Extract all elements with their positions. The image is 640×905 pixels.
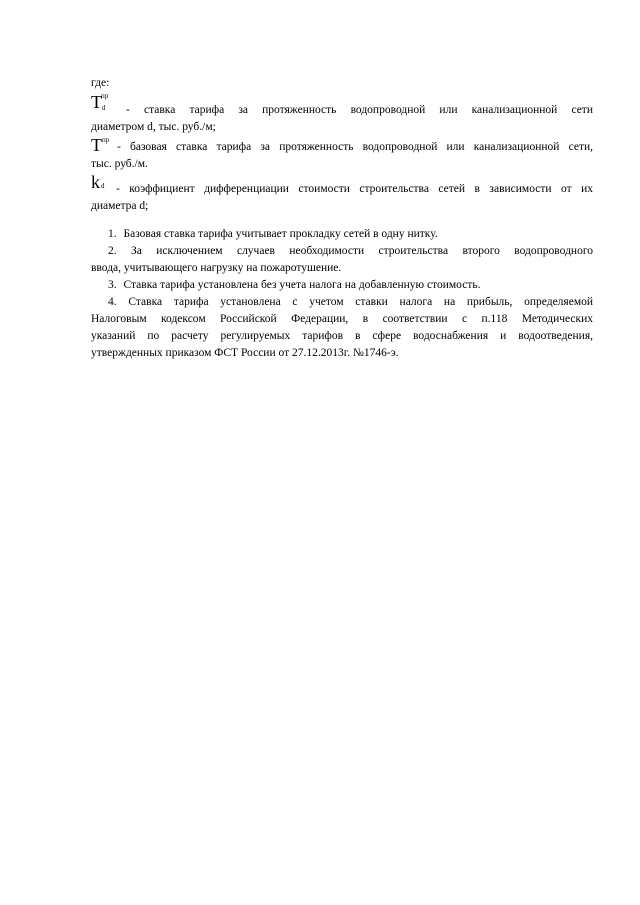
symbol-subscript: d — [102, 104, 106, 112]
symbol-main: T — [91, 92, 102, 112]
symbol-tariff-rate-d — [91, 93, 115, 115]
note-1 — [108, 226, 438, 243]
note-2-line-1 — [108, 243, 593, 260]
note-number: 4. — [108, 296, 117, 308]
note-text: Ставка тарифа установлена без учета налога на добавленную стоимость. — [123, 279, 481, 291]
symbol-superscript: пр — [101, 92, 109, 100]
symbol-superscript: пр — [102, 136, 110, 144]
definition-2-line-2: тыс. руб./м. — [91, 158, 148, 170]
definition-1-line-1: - ставка тарифа за протяженность водопроводной или канализационной сети — [126, 104, 593, 116]
note-4-line-2: Налоговым кодексом Российской Федерации, в соответствии с п.118 Методических — [91, 313, 593, 325]
note-3 — [108, 277, 480, 294]
note-text: Ставка тарифа установлена с учетом ставки налога на прибыль, определяемой — [128, 296, 594, 308]
symbol-subscript: d — [101, 182, 105, 190]
definition-2-line-1: - базовая ставка тарифа за протяженность водопроводной или канализационной сети, — [117, 141, 593, 153]
intro-text: где: — [91, 77, 110, 89]
note-number: 3. — [108, 279, 117, 291]
note-4-line-1 — [108, 294, 593, 311]
symbol-base-tariff-rate — [91, 136, 113, 156]
note-number: 2. — [108, 245, 117, 257]
note-text: За исключением случаев необходимости строительства второго водопроводного — [131, 245, 594, 257]
symbol-main: T — [91, 135, 102, 155]
symbol-main: k — [91, 172, 100, 192]
note-4-line-4: утвержденных приказом ФСТ России от 27.12.2013г. №1746-э. — [91, 347, 399, 359]
note-number: 1. — [108, 228, 117, 240]
definition-3-line-2: диаметра d; — [91, 200, 149, 212]
symbol-differentiation-coefficient — [91, 173, 113, 193]
definition-1-line-2: диаметром d, тыс. руб./м; — [91, 121, 216, 133]
definition-3-line-1: - коэффициент дифференциации стоимости строительства сетей в зависимости от их — [116, 183, 593, 195]
note-2-line-2: ввода, учитывающего нагрузку на пожаротушение. — [91, 262, 342, 274]
note-text: Базовая ставка тарифа учитывает прокладку сетей в одну нитку. — [123, 228, 438, 240]
note-4-line-3: указаний по расчету регулируемых тарифов в сфере водоснабжения и водоотведения, — [91, 330, 593, 342]
